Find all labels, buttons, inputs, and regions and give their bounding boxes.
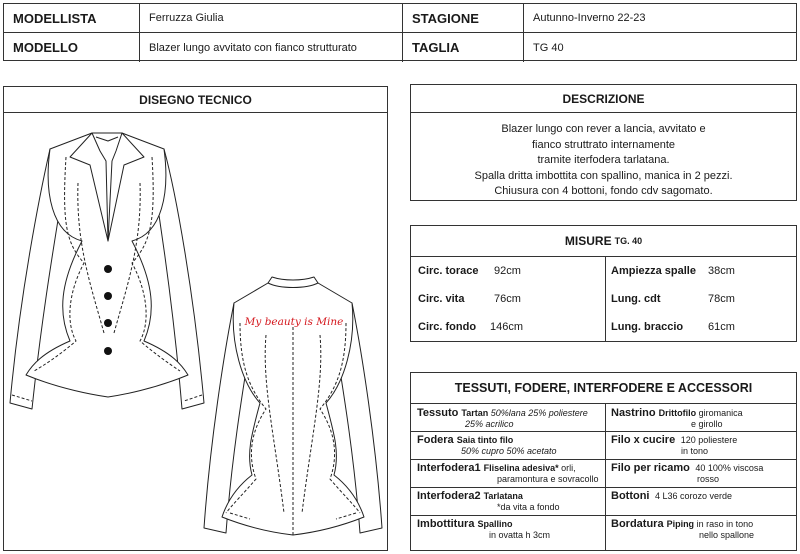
measure-label: Lung. braccio	[611, 321, 684, 333]
bordatura-item	[611, 519, 754, 541]
description-text	[411, 113, 796, 200]
measure-value: 76cm	[494, 293, 521, 305]
nastrino-label: Nastrino	[611, 407, 656, 419]
measure-label: Circ. torace	[418, 265, 479, 277]
interfodera2-name: Tarlatana	[483, 491, 523, 501]
description-line: tramite iterfodera tarlatana.	[537, 154, 670, 166]
description-line: Chiusura con 4 bottoni, fondo cdv sagomato.	[494, 185, 713, 197]
interfodera1-line1: orli,	[561, 463, 576, 473]
nastrino-line1: giromanica	[698, 408, 743, 418]
filo-ricamo-label: Filo per ricamo	[611, 462, 690, 474]
measurement-row	[411, 285, 796, 313]
measurements-title-size: TG. 40	[614, 236, 643, 246]
bordatura-line2: nello spallone	[699, 530, 755, 540]
interfodera1-line2: paramontura e sovracollo	[497, 474, 599, 484]
description-line: Spalla dritta imbottita con spallino, manica in 2 pezzi.	[474, 169, 733, 182]
taglia-value: TG 40	[533, 41, 564, 54]
fabrics-row-divider	[411, 515, 796, 516]
measurements-title	[411, 226, 796, 257]
fabrics-row-divider	[411, 459, 796, 460]
interfodera2-line2: *da vita a fondo	[497, 502, 560, 512]
bordatura-label: Bordatura	[611, 518, 664, 530]
interfodera1-label: Interfodera1	[417, 462, 481, 474]
interfodera2-item	[417, 491, 560, 513]
filo-cucire-line2: in tono	[681, 446, 709, 456]
nastrino-name: Drittofilo	[658, 408, 697, 418]
description-line: Blazer lungo con rever a lancia, avvitato e	[501, 123, 706, 135]
back-embroidery-text: My beauty is Mine	[244, 316, 344, 328]
stagione-value: Autunno-Inverno 22-23	[533, 12, 646, 24]
filo-ricamo-line2: rosso	[697, 474, 720, 484]
bottoni-line1: 4 L36 corozo verde	[655, 491, 733, 501]
bordatura-line1: in raso in tono	[696, 519, 754, 529]
stagione-label: STAGIONE	[403, 4, 524, 32]
fabrics-panel	[410, 372, 797, 551]
technical-drawing-title: DISEGNO TECNICO	[4, 87, 387, 113]
tessuto-name: Tartan	[461, 408, 489, 418]
imbottitura-name: Spallino	[477, 519, 513, 529]
bottoni-item	[611, 491, 732, 502]
measurements-panel	[410, 225, 797, 342]
nastrino-item	[611, 408, 743, 430]
description-title: DESCRIZIONE	[411, 85, 796, 113]
measure-value: 38cm	[708, 265, 735, 277]
fabrics-row-divider	[411, 487, 796, 488]
measure-label: Ampiezza spalle	[611, 265, 696, 277]
imbottitura-label: Imbottitura	[417, 518, 475, 530]
header-row-2	[4, 33, 796, 62]
measure-value: 61cm	[708, 321, 735, 333]
modello-label: MODELLO	[4, 33, 140, 62]
tessuto-line2: 25% acrilico	[465, 419, 514, 429]
modello-value: Blazer lungo avvitato con fianco strutturato	[140, 33, 403, 62]
bordatura-name: Piping	[666, 519, 695, 529]
bottoni-label: Bottoni	[611, 490, 650, 502]
description-line: fianco struttrato internamente	[531, 138, 676, 151]
interfodera1-item	[417, 463, 599, 485]
measurement-row	[411, 313, 796, 341]
header-row-1	[4, 4, 796, 33]
fodera-label: Fodera	[417, 434, 454, 446]
filo-ricamo-item	[611, 463, 763, 485]
modellista-label: MODELLISTA	[4, 4, 140, 32]
tessuto-item	[417, 408, 588, 430]
nastrino-line2: e girollo	[691, 419, 723, 429]
measure-label: Circ. fondo	[418, 321, 477, 333]
imbottitura-line2: in ovatta h 3cm	[489, 530, 551, 540]
measure-value: 92cm	[494, 265, 521, 277]
tessuto-label: Tessuto	[417, 407, 459, 419]
filo-cucire-line1: 120 poliestere	[680, 435, 738, 445]
interfodera1-name: Fliselina adesiva*	[483, 463, 559, 473]
blazer-sketch	[4, 113, 387, 550]
measurements-title-main: MISURE	[564, 234, 612, 248]
fodera-item	[417, 435, 557, 457]
header-table	[3, 3, 797, 61]
measure-value: 146cm	[490, 321, 524, 333]
fabrics-row-divider	[411, 431, 796, 432]
fabrics-divider	[605, 404, 606, 550]
filo-cucire-item	[611, 435, 737, 457]
fabrics-title: TESSUTI, FODERE, INTERFODERE E ACCESSORI	[411, 373, 796, 404]
measure-label: Circ. vita	[418, 293, 465, 305]
measurement-row	[411, 257, 796, 285]
tessuto-line1: 50%lana 25% poliestere	[490, 408, 588, 418]
filo-cucire-label: Filo x cucire	[611, 434, 676, 446]
imbottitura-item	[417, 519, 550, 541]
fodera-name: Saia tinto filo	[456, 435, 514, 445]
measure-label: Lung. cdt	[611, 293, 661, 305]
technical-drawing-panel	[3, 86, 388, 551]
taglia-label: TAGLIA	[403, 33, 524, 62]
filo-ricamo-line1: 40 100% viscosa	[695, 463, 764, 473]
measure-value: 78cm	[708, 293, 735, 305]
description-panel	[410, 84, 797, 201]
interfodera2-label: Interfodera2	[417, 490, 481, 502]
modellista-value: Ferruzza Giulia	[140, 4, 403, 32]
fodera-line2: 50% cupro 50% acetato	[461, 446, 557, 456]
